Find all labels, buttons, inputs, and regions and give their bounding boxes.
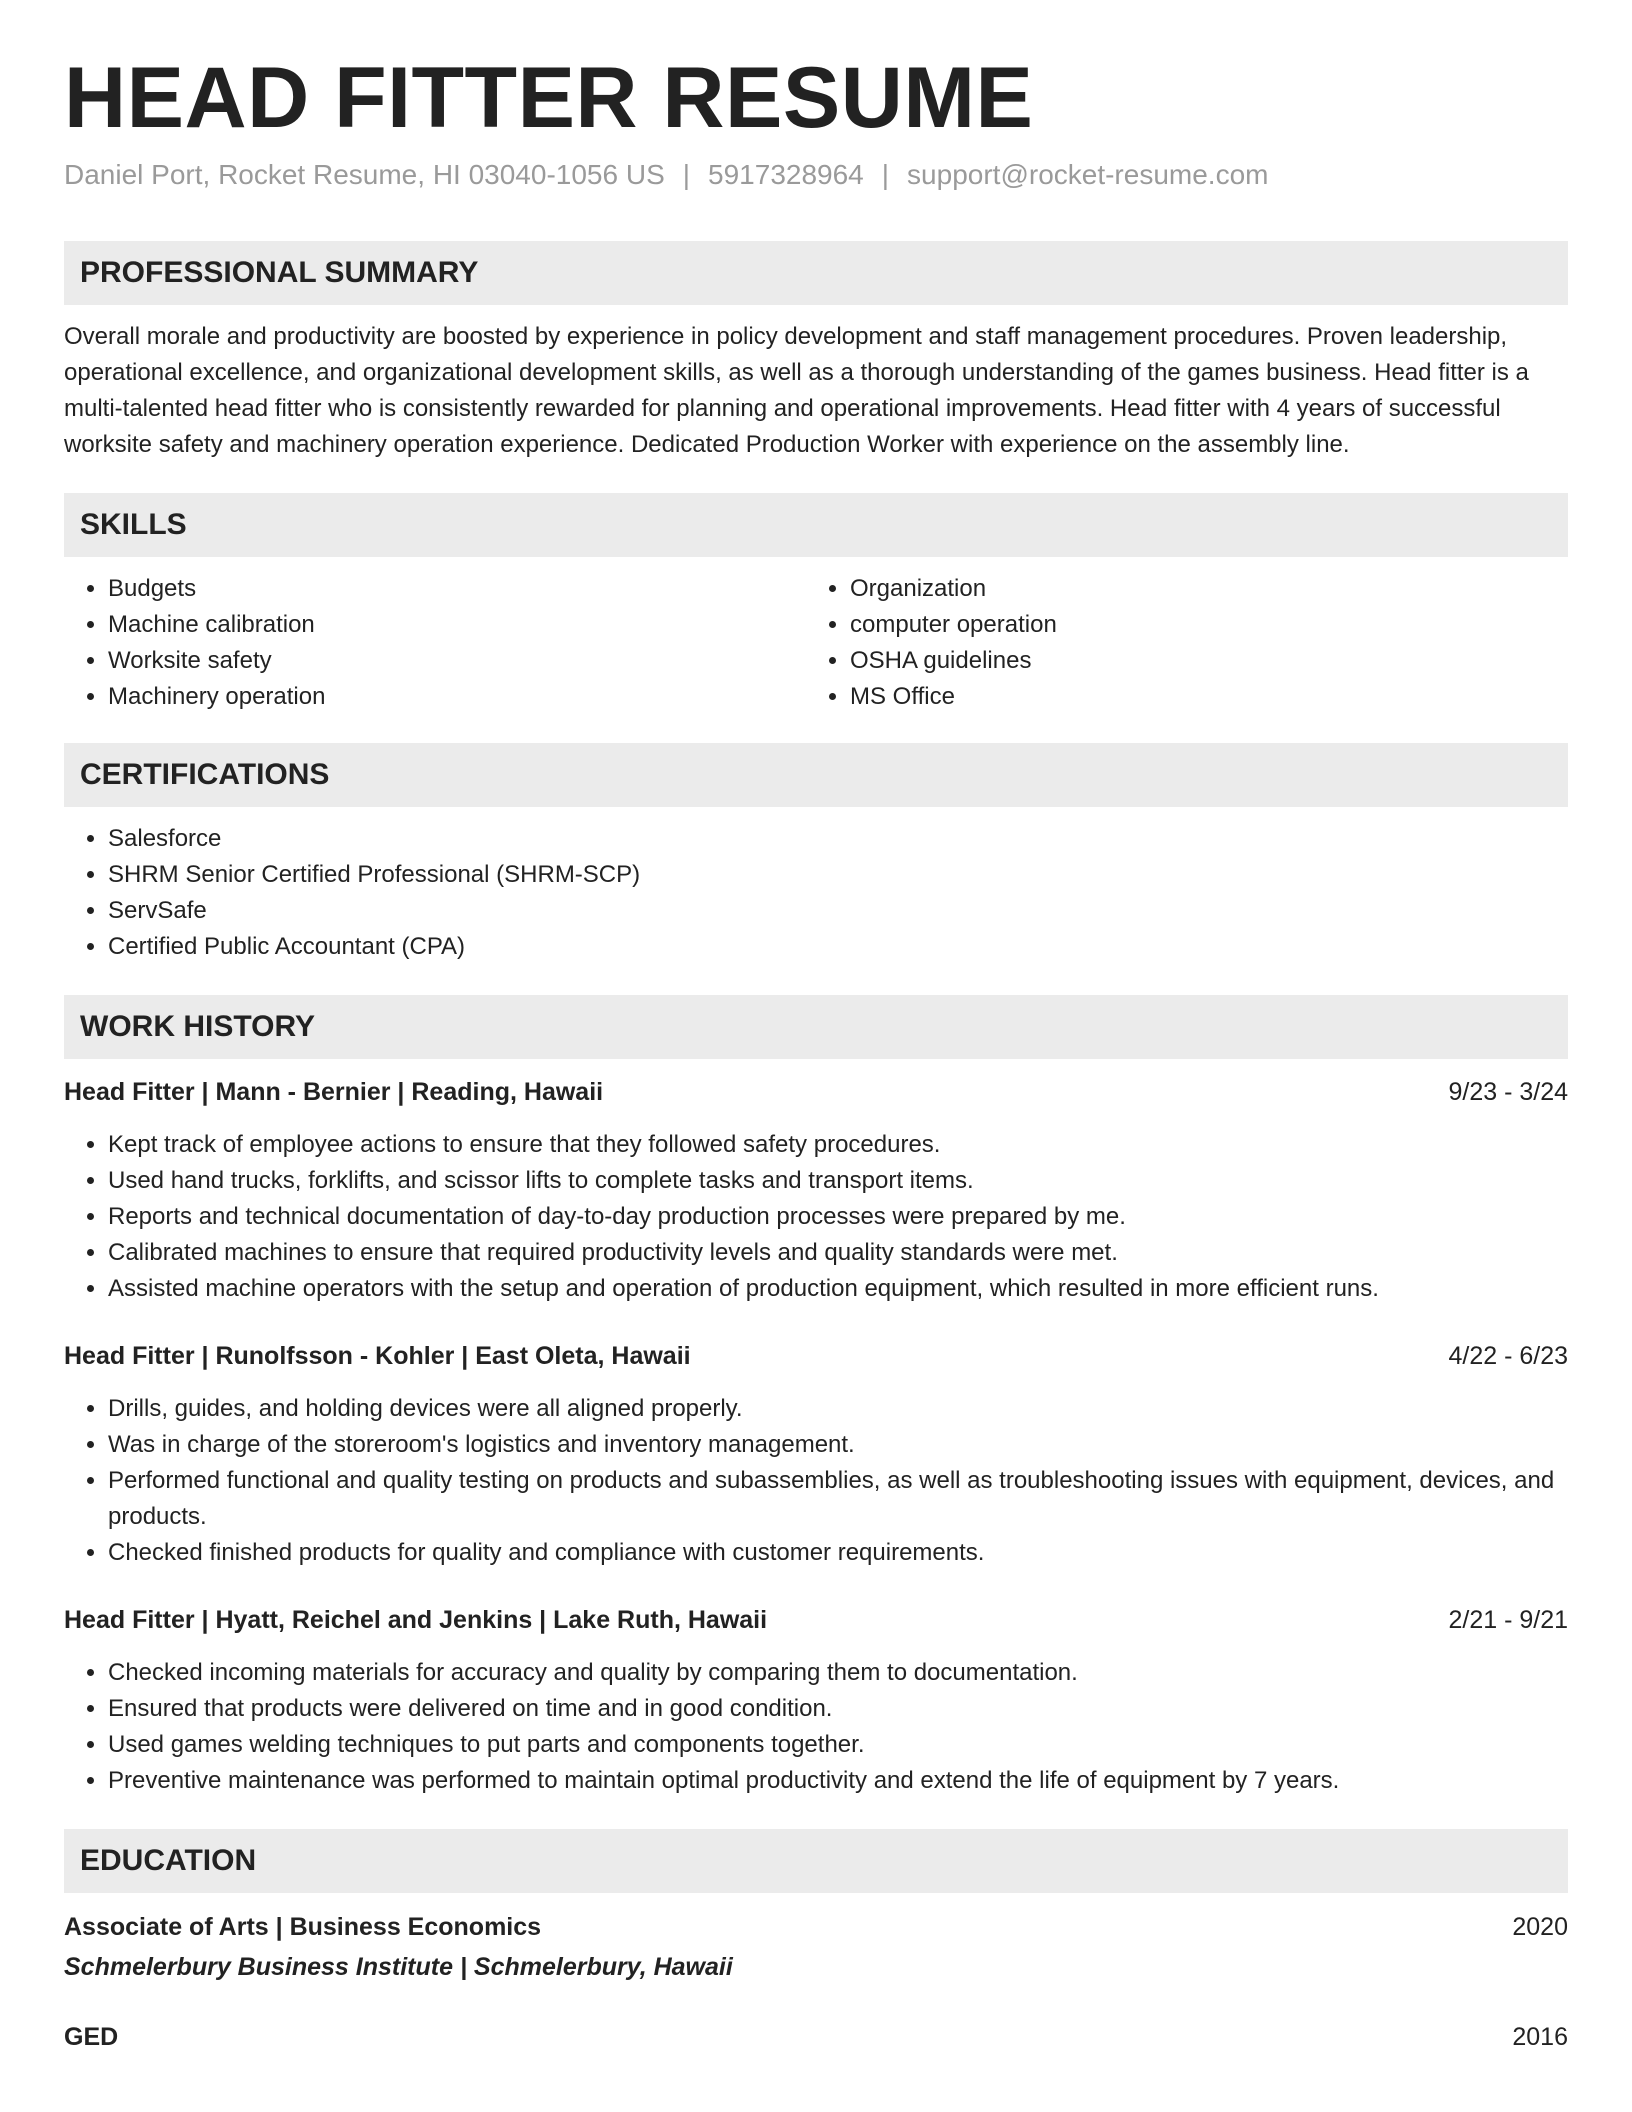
job-title: Head Fitter | Runolfsson - Kohler | East Oleta, Hawaii: [64, 1341, 691, 1370]
contact-line: [64, 159, 1568, 191]
skill-item: • Budgets: [108, 571, 806, 607]
job-bullet: • Checked finished products for quality and compliance with customer requirements.: [108, 1535, 1568, 1571]
skill-item: • Machine calibration: [108, 607, 806, 643]
job-entry: [64, 1075, 1568, 1307]
contact-phone: 5917328964: [708, 158, 864, 190]
education-year: 2016: [1512, 2022, 1568, 2051]
certification-item: • Certified Public Accountant (CPA): [108, 929, 1568, 965]
job-bullet: • Was in charge of the storeroom's logistics and inventory management.: [108, 1427, 1568, 1463]
job-bullet: • Used hand trucks, forklifts, and scissor lifts to complete tasks and transport items.: [108, 1163, 1568, 1199]
job-dates: 4/22 - 6/23: [1448, 1341, 1568, 1370]
section-heading-skills: SKILLS: [64, 493, 1568, 557]
job-bullet: • Reports and technical documentation of day-to-day production processes were prepared by me.: [108, 1199, 1568, 1235]
education-entry: [64, 2019, 1568, 2055]
education-year: 2020: [1512, 1912, 1568, 1941]
job-bullet: • Checked incoming materials for accuracy and quality by comparing them to documentation.: [108, 1655, 1568, 1691]
job-bullet: • Calibrated machines to ensure that required productivity levels and quality standards were met.: [108, 1235, 1568, 1271]
skill-item: • OSHA guidelines: [850, 643, 1548, 679]
job-title: Head Fitter | Hyatt, Reichel and Jenkins | Lake Ruth, Hawaii: [64, 1605, 768, 1634]
certification-item: • SHRM Senior Certified Professional (SHRM-SCP): [108, 857, 1568, 893]
job-dates: 2/21 - 9/21: [1448, 1605, 1568, 1634]
contact-separator: |: [682, 158, 691, 190]
education-school: Schmelerbury Business Institute | Schmelerbury, Hawaii: [64, 1952, 733, 1981]
resume-title: HEAD FITTER RESUME: [64, 50, 1034, 146]
certification-item: • ServSafe: [108, 893, 1568, 929]
contact-address: Daniel Port, Rocket Resume, HI 03040-1056 US: [64, 158, 665, 190]
job-bullet: • Used games welding techniques to put parts and components together.: [108, 1727, 1568, 1763]
job-bullet: • Drills, guides, and holding devices were all aligned properly.: [108, 1391, 1568, 1427]
job-bullet: • Performed functional and quality testing on products and subassemblies, as well as troubleshooting issues with equipment, devices, and products.: [108, 1463, 1568, 1535]
education-degree: Associate of Arts | Business Economics: [64, 1912, 542, 1941]
contact-separator: |: [881, 158, 890, 190]
section-heading-certifications: CERTIFICATIONS: [64, 743, 1568, 807]
certifications-list: [64, 821, 1568, 965]
skill-item: • MS Office: [850, 679, 1548, 715]
section-heading-education: EDUCATION: [64, 1829, 1568, 1893]
skill-item: • Worksite safety: [108, 643, 806, 679]
job-entry: [64, 1339, 1568, 1571]
certification-item: • Salesforce: [108, 821, 1568, 857]
contact-email: support@rocket-resume.com: [907, 158, 1269, 190]
job-title: Head Fitter | Mann - Bernier | Reading, Hawaii: [64, 1077, 604, 1106]
job-dates: 9/23 - 3/24: [1448, 1077, 1568, 1106]
job-bullet: • Preventive maintenance was performed to maintain optimal productivity and extend the life of equipment by 7 years.: [108, 1763, 1568, 1799]
summary-text: Overall morale and productivity are boosted by experience in policy development and staff management procedures. Proven leadership, operational excellence, and organizational development skills, as well as a thorough understanding of the games business. Head fitter is a multi-talented head fitter who is consistently rewarded for planning and operational improvements. Head fitter with 4 years of successful worksite safety and machinery operation experience. Dedicated Production Worker with experience on the assembly line.: [64, 322, 1529, 458]
education-degree: GED: [64, 2022, 119, 2051]
education-entry: [64, 1909, 1568, 1985]
job-entry: [64, 1603, 1568, 1799]
section-heading-summary: PROFESSIONAL SUMMARY: [64, 241, 1568, 305]
job-bullet: • Assisted machine operators with the setup and operation of production equipment, which resulted in more efficient runs.: [108, 1271, 1568, 1307]
skill-item: • Organization: [850, 571, 1548, 607]
job-bullet: • Ensured that products were delivered on time and in good condition.: [108, 1691, 1568, 1727]
skills-list: [64, 571, 1568, 715]
section-heading-work-history: WORK HISTORY: [64, 995, 1568, 1059]
job-bullet: • Kept track of employee actions to ensure that they followed safety procedures.: [108, 1127, 1568, 1163]
skill-item: • Machinery operation: [108, 679, 806, 715]
skill-item: • computer operation: [850, 607, 1548, 643]
